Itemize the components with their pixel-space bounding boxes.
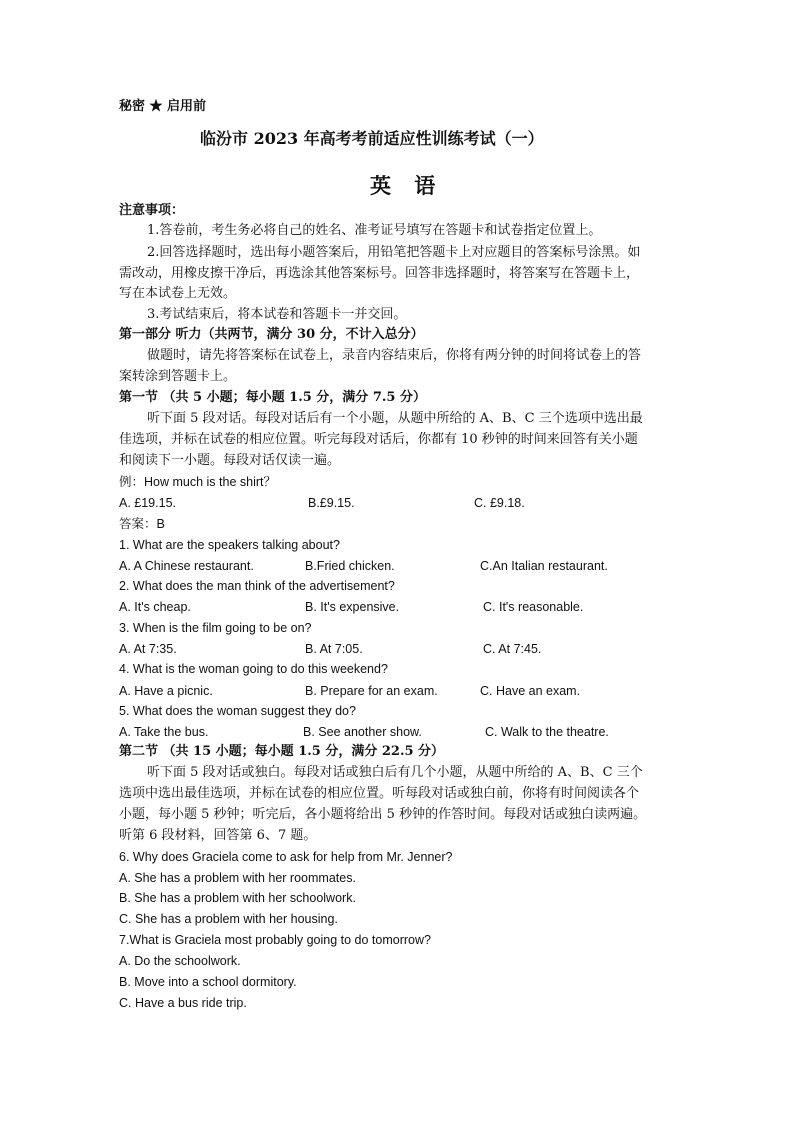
part1-intro-line-1: 做题时，请先将答案标在试卷上，录音内容结束后，你将有两分钟的时间将试卷上的答 [147,348,642,363]
question-text: 7.What is Graciela most probably going to do tomorrow? [119,933,431,947]
option-c: C. Have an exam. [480,684,581,698]
question-text: 4. What is the woman going to do this weekend? [119,662,388,676]
notes-item-3: 3.考试结束后，将本试卷和答题卡一并交回。 [147,307,407,322]
section2-instr-line-4: 听第 6 段材料，回答第 6、7 题。 [119,828,317,843]
confidential-mark: 秘密 ★ 启用前 [119,99,207,114]
option-a: A. A Chinese restaurant. [119,559,254,573]
section1-heading: 第一节 （共 5 小题；每小题 1.5 分，满分 7.5 分） [119,390,426,405]
option-c: C. It's reasonable. [483,600,584,614]
section2-instr-line-2: 选项中选出最佳选项，并标在试卷的相应位置。听每段对话或独白前，你将有时间阅读各个 [119,786,640,801]
part1-intro-line-2: 案转涂到答题卡上。 [119,369,237,384]
exam-title: 临汾市 2023 年高考考前适应性训练考试（一） [200,129,544,148]
question-text: 1. What are the speakers talking about? [119,538,340,552]
option-c: C. Have a bus ride trip. [119,996,247,1010]
option-a: A. Do the schoolwork. [119,954,241,968]
option-b: B. She has a problem with her schoolwork. [119,891,356,905]
notes-item-2-line-3: 写在本试卷上无效。 [119,286,237,301]
option-b: B.Fried chicken. [305,559,395,573]
option-c: C.An Italian restaurant. [480,559,608,573]
option-a: A. She has a problem with her roommates. [119,871,356,885]
section1-instr-line-3: 和阅读下一小题。每段对话仅读一遍。 [119,453,341,468]
subject-title: 英 语 [370,173,444,198]
example-option-a: A. £19.15. [119,496,176,510]
option-b: B. See another show. [303,725,422,739]
notes-item-2-line-2: 需改动，用橡皮擦干净后，再选涂其他答案标号。回答非选择题时，将答案写在答题卡上， [119,266,640,281]
notes-heading: 注意事项： [119,203,185,218]
option-b: B. It's expensive. [305,600,400,614]
section2-instr-line-3: 小题，每小题 5 秒钟；听完后，各小题将给出 5 秒钟的作答时间。每段对话或独白读两遍。 [119,807,647,822]
option-b: B. Prepare for an exam. [305,684,438,698]
example-option-c: C. £9.18. [474,496,525,510]
option-c: C. She has a problem with her housing. [119,912,338,926]
notes-item-2-line-1: 2.回答选择题时，选出每小题答案后，用铅笔把答题卡上对应题目的答案标号涂黑。如 [147,245,641,260]
question-text: 3. When is the film going to be on? [119,621,312,635]
question-text: 2. What does the man think of the advertisement? [119,579,395,593]
option-c: C. Walk to the theatre. [485,725,609,739]
section2-heading: 第二节 （共 15 小题；每小题 1.5 分，满分 22.5 分） [119,744,445,759]
option-a: A. Take the bus. [119,725,209,739]
section1-instr-line-2: 佳选项，并标在试卷的相应位置。听完每段对话后，你都有 10 秒钟的时间来回答有关小题 [119,432,638,447]
option-b: B. At 7:05. [305,642,363,656]
option-a: A. At 7:35. [119,642,177,656]
question-text: 6. Why does Graciela come to ask for help from Mr. Jenner? [119,850,453,864]
part1-heading: 第一部分 听力（共两节，满分 30 分，不计入总分） [119,327,424,342]
section2-instr-line-1: 听下面 5 段对话或独白。每段对话或独白后有几个小题，从题中所给的 A、B、C 三个 [147,765,643,780]
question-text: 5. What does the woman suggest they do? [119,704,356,718]
option-a: A. It's cheap. [119,600,191,614]
section1-instr-line-1: 听下面 5 段对话。每段对话后有一个小题，从题中所给的 A、B、C 三个选项中选出最 [147,411,643,426]
example-answer: 答案：B [119,517,165,531]
example-question: 例：How much is the shirt？ [119,475,276,489]
notes-item-1: 1.答卷前，考生务必将自己的姓名、准考证号填写在答题卡和试卷指定位置上。 [147,223,602,238]
option-b: B. Move into a school dormitory. [119,975,297,989]
option-c: C. At 7:45. [483,642,542,656]
option-a: A. Have a picnic. [119,684,213,698]
example-option-b: B.£9.15. [308,496,355,510]
